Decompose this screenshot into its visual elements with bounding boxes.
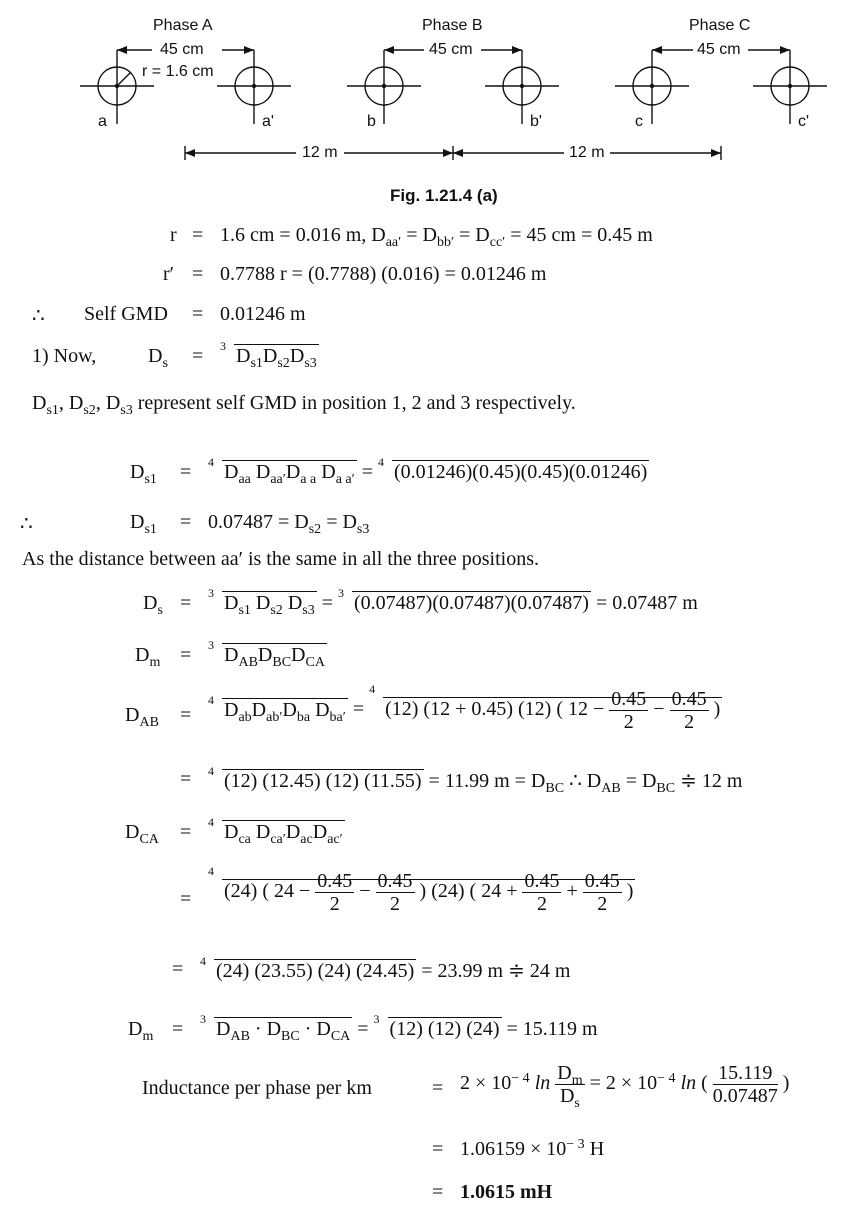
eq-equals: = xyxy=(180,768,192,790)
eq-equals: = xyxy=(192,303,204,325)
eq-equals: = xyxy=(172,1018,184,1040)
eq-ds-value-rhs: 3 $D_{s1}$ $D_{s2}$ $D_{s3}$ = 3 (0.07487)(0.07487)(0.07487) = 0.07487 m xyxy=(208,586,698,618)
eq-equals: = xyxy=(192,263,204,285)
eq-dab-rhs: 4 $D_{ab}D_{ab'}D_{ba}$ $D_{ba'}$ = 4 (12) (12 + 0.45) (12) ( 12 − $\frac{0.45}{2}$ − $\frac{0.45}{2}$ ) xyxy=(208,682,721,733)
eq-rprime-lhs: r′ xyxy=(163,263,175,285)
eq-r-rhs: 1.6 cm = 0.016 m, $D_{aa'} = D_{bb'} = D_{cc'} = 45$ cm = 0.45 m xyxy=(220,224,653,250)
conductor-b-prime-label: b' xyxy=(530,113,542,130)
eq-equals: = xyxy=(432,1077,444,1099)
distance-ab-label: 12 m xyxy=(302,144,338,161)
eq-dca-rhs: 4 $D_{ca}$ $D_{ca'}D_{ac}D_{ac'}$ xyxy=(208,815,343,847)
eq-equals: = xyxy=(180,461,192,483)
eq-ds1-result-lhs: $D_{s1}$ xyxy=(130,511,157,537)
radius-label: r = 1.6 cm xyxy=(142,63,214,80)
eq-equals: = xyxy=(172,958,184,980)
spacing-a-label: 45 cm xyxy=(160,41,204,58)
eq-ds1-rhs: 4 $D_{aa}$ $D_{aa'}D_{a a}$ $D_{a a'}$ = 4 (0.01246)(0.45)(0.45)(0.01246) xyxy=(208,455,648,487)
eq-equals: = xyxy=(192,345,204,367)
spacing-c-label: 45 cm xyxy=(697,41,741,58)
conductor-a-prime-label: a' xyxy=(262,113,274,130)
conductor-c-label: c xyxy=(635,113,643,130)
eq-selfgmd-lhs: Self GMD xyxy=(84,303,168,325)
eq-ds1-result-rhs: $0.07487 = D_{s2} = D_{s3}$ xyxy=(208,511,370,537)
therefore-symbol: ∴ xyxy=(20,513,33,535)
eq-ds-lhs: $D_s$ xyxy=(148,345,168,371)
distance-note: As the distance between aa′ is the same in all the three positions. xyxy=(22,548,540,570)
figure-caption: Fig. 1.21.4 (a) xyxy=(390,186,498,205)
eq-dca-lhs: $D_{CA}$ xyxy=(125,821,159,847)
eq-equals: = xyxy=(192,224,204,246)
eq-dca-expanded: 4 (24) ( 24 − $\frac{0.45}{2}$ − $\frac{0.45}{2}$ ) (24) ( 24 + $\frac{0.45}{2}$ + $\frac{0.45}{2}$ ) xyxy=(208,864,634,915)
inductance-lhs: Inductance per phase per km xyxy=(142,1077,372,1099)
eq-equals: = xyxy=(180,592,192,614)
eq-dm-rhs: 3 $D_{AB}D_{BC}D_{CA}$ xyxy=(208,638,325,670)
eq-r-lhs: r xyxy=(170,224,177,246)
eq-selfgmd-rhs: 0.01246 m xyxy=(220,303,306,325)
eq-rprime-rhs: 0.7788 r = (0.7788) (0.016) = 0.01246 m xyxy=(220,263,547,285)
inductance-value-mh: 1.0615 mH xyxy=(460,1181,553,1203)
spacing-b-label: 45 cm xyxy=(429,41,473,58)
phase-a-label: Phase A xyxy=(153,17,213,34)
eq-dm-lhs: $D_m$ xyxy=(135,644,161,670)
eq-dab-lhs: $D_{AB}$ xyxy=(125,704,159,730)
inductance-value-h: $1.06159 \times 10^{- 3}$ H xyxy=(460,1137,605,1160)
phase-b-label: Phase B xyxy=(422,17,483,34)
inductance-rhs: $2 \times 10^{- 4}$ ln $\frac{D_m}{D_s}$ = $2 \times 10^{- 4}$ ln ( $\frac{15.119}{0.07487}$ ) xyxy=(460,1062,790,1111)
conductor-a-label: a xyxy=(98,113,107,130)
eq-equals: = xyxy=(180,821,192,843)
ds-description: $D_{s1}$, $D_{s2}$, $D_{s3}$ represent self GMD in position 1, 2 and 3 respectively. xyxy=(32,392,576,418)
eq-ds-rhs: 3 $D_{s1}D_{s2}D_{s3}$ xyxy=(220,339,317,371)
phase-c-label: Phase C xyxy=(689,17,751,34)
eq-equals: = xyxy=(180,644,192,666)
conductor-c-prime-label: c' xyxy=(798,113,810,130)
eq-equals: = xyxy=(432,1181,444,1203)
eq-equals: = xyxy=(180,888,192,910)
therefore-symbol: ∴ xyxy=(32,305,45,327)
eq-dab-value: 4 (12) (12.45) (12) (11.55) = 11.99 $m = D_{BC}$ ∴ $D_{AB} = D_{BC}$ ≑ 12 m xyxy=(208,764,743,796)
conductor-b-label: b xyxy=(367,113,376,130)
eq-equals: = xyxy=(432,1138,444,1160)
eq-dm-value-rhs: 3 $D_{AB} \cdot D_{BC} \cdot D_{CA}$ = 3 (12) (12) (24) = 15.119 m xyxy=(200,1012,598,1044)
eq-dca-value: 4 (24) (23.55) (24) (24.45) = 23.99 m ≑ 24 m xyxy=(200,954,571,982)
eq-equals: = xyxy=(180,511,192,533)
distance-bc-label: 12 m xyxy=(569,144,605,161)
eq-ds-value-lhs: $D_s$ xyxy=(143,592,163,618)
eq-ds1-lhs: $D_{s1}$ xyxy=(130,461,157,487)
step-1-label: 1) Now, xyxy=(32,345,97,367)
eq-dm-value-lhs: $D_m$ xyxy=(128,1018,154,1044)
eq-equals: = xyxy=(180,704,192,726)
